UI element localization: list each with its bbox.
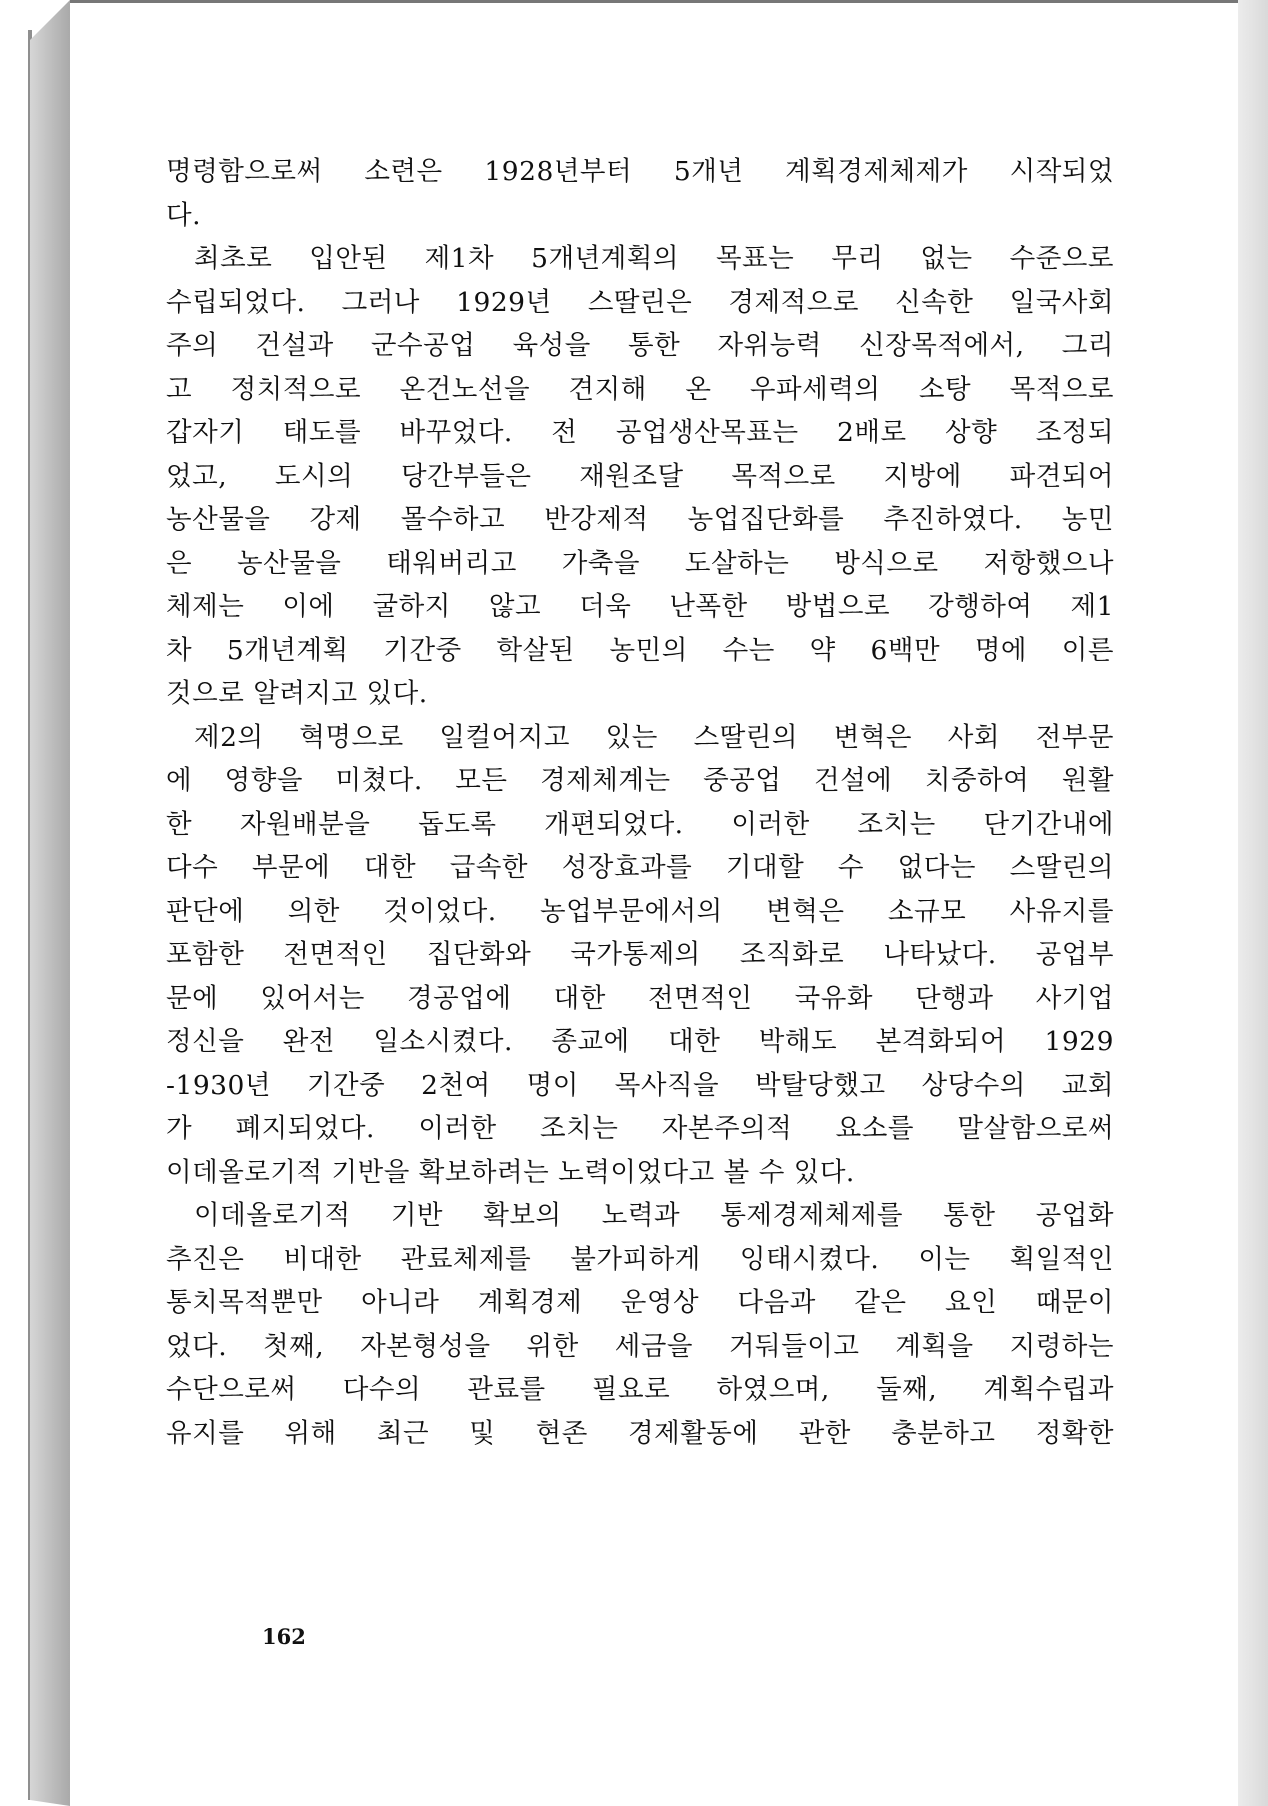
text-line: 제2의 혁명으로 일컬어지고 있는 스딸린의 변혁은 사회 전부문: [194, 721, 1114, 753]
text-line: 문에 있어서는 경공업에 대한 전면적인 국유화 단행과 사기업: [166, 982, 1114, 1014]
text-line: 체제는 이에 굴하지 않고 더욱 난폭한 방법으로 강행하여 제1: [166, 591, 1114, 622]
book-spine: [30, 0, 70, 1806]
text-line: 주의 건설과 군수공업 육성을 통한 자위능력 신장목적에서, 그리: [166, 330, 1114, 361]
text-line: 다.: [166, 199, 202, 231]
text-line: 에 영향을 미쳤다. 모든 경제체계는 중공업 건설에 치중하여 원활: [166, 765, 1114, 796]
text-line: 었다. 첫째, 자본형성을 위한 세금을 거둬들이고 계획을 지령하는: [166, 1330, 1114, 1362]
page-top-edge: [70, 0, 1238, 3]
text-line: 은 농산물을 태워버리고 가축을 도살하는 방식으로 저항했으나: [166, 547, 1114, 579]
text-line: 이데올로기적 기반을 확보하려는 노력이었다고 볼 수 있다.: [166, 1156, 855, 1188]
text-line: 이데올로기적 기반 확보의 노력과 통제경제체제를 통한 공업화: [194, 1200, 1114, 1231]
text-line: 정신을 완전 일소시켰다. 종교에 대한 박해도 본격화되어 1929: [166, 1026, 1114, 1057]
text-line: 갑자기 태도를 바꾸었다. 전 공업생산목표는 2배로 상향 조정되: [166, 417, 1114, 448]
right-gutter: [1238, 0, 1268, 1806]
page-number: 162: [262, 1624, 306, 1649]
text-line: 었고, 도시의 당간부들은 재원조달 목적으로 지방에 파견되어: [166, 460, 1114, 492]
text-line: 고 정치적으로 온건노선을 견지해 온 우파세력의 소탕 목적으로: [166, 373, 1114, 405]
body-text: [166, 150, 1114, 1455]
text-line: 수립되었다. 그러나 1929년 스딸린은 경제적으로 신속한 일국사회: [166, 286, 1114, 318]
text-line: 명령함으로써 소련은 1928년부터 5개년 계획경제체제가 시작되었: [166, 156, 1114, 187]
text-line: 최초로 입안된 제1차 5개년계획의 목표는 무리 없는 수준으로: [194, 243, 1114, 274]
text-line: 것으로 알려지고 있다.: [166, 678, 428, 709]
text-line: 추진은 비대한 관료체제를 불가피하게 잉태시켰다. 이는 획일적인: [166, 1243, 1114, 1275]
text-line: 유지를 위해 최근 및 현존 경제활동에 관한 충분하고 정확한: [166, 1417, 1114, 1449]
text-line: 가 폐지되었다. 이러한 조치는 자본주의적 요소를 말살함으로써: [166, 1113, 1114, 1144]
text-line: 농산물을 강제 몰수하고 반강제적 농업집단화를 추진하였다. 농민: [166, 504, 1114, 535]
text-line: 한 자원배분을 돕도록 개편되었다. 이러한 조치는 단기간내에: [166, 808, 1114, 840]
text-line: 판단에 의한 것이었다. 농업부문에서의 변혁은 소규모 사유지를: [166, 895, 1114, 927]
text-line: 수단으로써 다수의 관료를 필요로 하였으며, 둘째, 계획수립과: [166, 1374, 1114, 1405]
text-line: 차 5개년계획 기간중 학살된 농민의 수는 약 6백만 명에 이른: [166, 634, 1114, 666]
text-line: 포함한 전면적인 집단화와 국가통제의 조직화로 나타났다. 공업부: [166, 939, 1114, 970]
text-line: 다수 부문에 대한 급속한 성장효과를 기대할 수 없다는 스딸린의: [166, 852, 1114, 883]
text-line: 통치목적뿐만 아니라 계획경제 운영상 다음과 같은 요인 때문이: [166, 1287, 1114, 1318]
text-line: -1930년 기간중 2천여 명이 목사직을 박탈당했고 상당수의 교회: [166, 1069, 1114, 1101]
